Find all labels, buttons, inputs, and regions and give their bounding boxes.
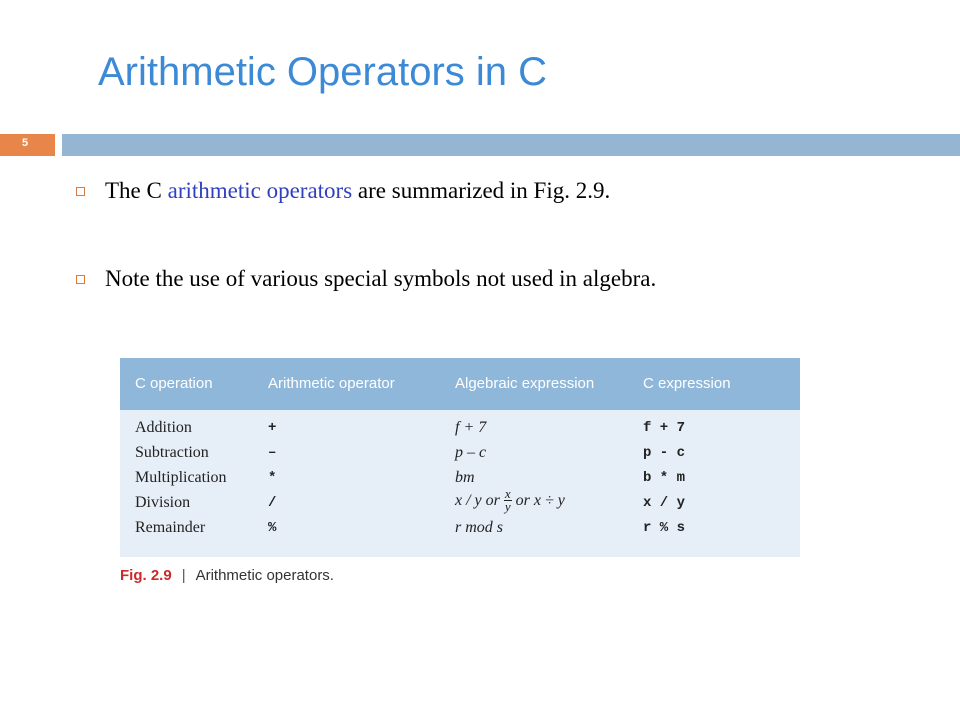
- bullet-1-text-end: are summarized in Fig. 2.9.: [352, 178, 611, 203]
- bullet-item-1: [76, 178, 610, 204]
- table-cell-c-expression: p - c: [643, 445, 686, 461]
- table-cell-operation: Multiplication: [135, 469, 227, 486]
- division-expression-slash: x / y or: [455, 491, 500, 509]
- table-header-cell: Arithmetic operator: [268, 375, 395, 392]
- bullet-item-2: [76, 266, 656, 292]
- table-cell-algebraic: bm: [455, 469, 475, 486]
- bullet-1-text-start: The C: [105, 178, 168, 203]
- square-bullet-icon: [76, 187, 85, 196]
- table-header-cell: C expression: [643, 375, 731, 392]
- table-cell-c-expression: b * m: [643, 470, 686, 486]
- bullet-1-highlight: arithmetic operators: [167, 178, 353, 203]
- caption-separator: |: [181, 567, 186, 584]
- table-cell-c-expression: f + 7: [643, 420, 686, 436]
- square-bullet-icon: [76, 275, 85, 284]
- figure-caption: [120, 567, 334, 584]
- table-cell-operator: %: [268, 520, 277, 536]
- fraction-numerator: x: [504, 486, 511, 501]
- slide-title: Arithmetic Operators in C: [98, 50, 548, 94]
- table-cell-algebraic: f + 7: [455, 419, 487, 436]
- table-cell-algebraic: p – c: [455, 444, 487, 461]
- table-cell-operation: Subtraction: [135, 444, 209, 461]
- bullet-2-text: Note the use of various special symbols not used in algebra.: [105, 266, 657, 291]
- caption-text: Arithmetic operators.: [195, 567, 334, 584]
- table-cell-operation: Addition: [135, 419, 192, 436]
- division-expression-obelus: or x ÷ y: [515, 491, 565, 509]
- table-cell-operator: *: [268, 470, 277, 486]
- table-cell-algebraic: r mod s: [455, 519, 504, 536]
- table-cell-operator: /: [268, 495, 277, 511]
- operators-table: [120, 358, 800, 557]
- figure-label: Fig. 2.9: [120, 567, 172, 584]
- table-cell-operator: –: [268, 445, 277, 461]
- table-header-cell: Algebraic expression: [455, 375, 595, 392]
- table-cell-c-expression: r % s: [643, 520, 686, 536]
- table-header-cell: C operation: [135, 375, 213, 392]
- table-header-row: [120, 358, 800, 410]
- bullet-1-text: [105, 178, 610, 204]
- fraction-expression: [504, 488, 512, 513]
- title-divider-bar: [62, 134, 960, 156]
- table-cell-operation: Division: [135, 494, 191, 511]
- table-cell-algebraic: [455, 488, 565, 513]
- table-cell-c-expression: x / y: [643, 495, 686, 511]
- table-cell-operator: +: [268, 420, 277, 436]
- slide-number: 5: [22, 137, 29, 149]
- fraction-denominator: y: [504, 499, 511, 514]
- table-cell-operation: Remainder: [135, 519, 206, 536]
